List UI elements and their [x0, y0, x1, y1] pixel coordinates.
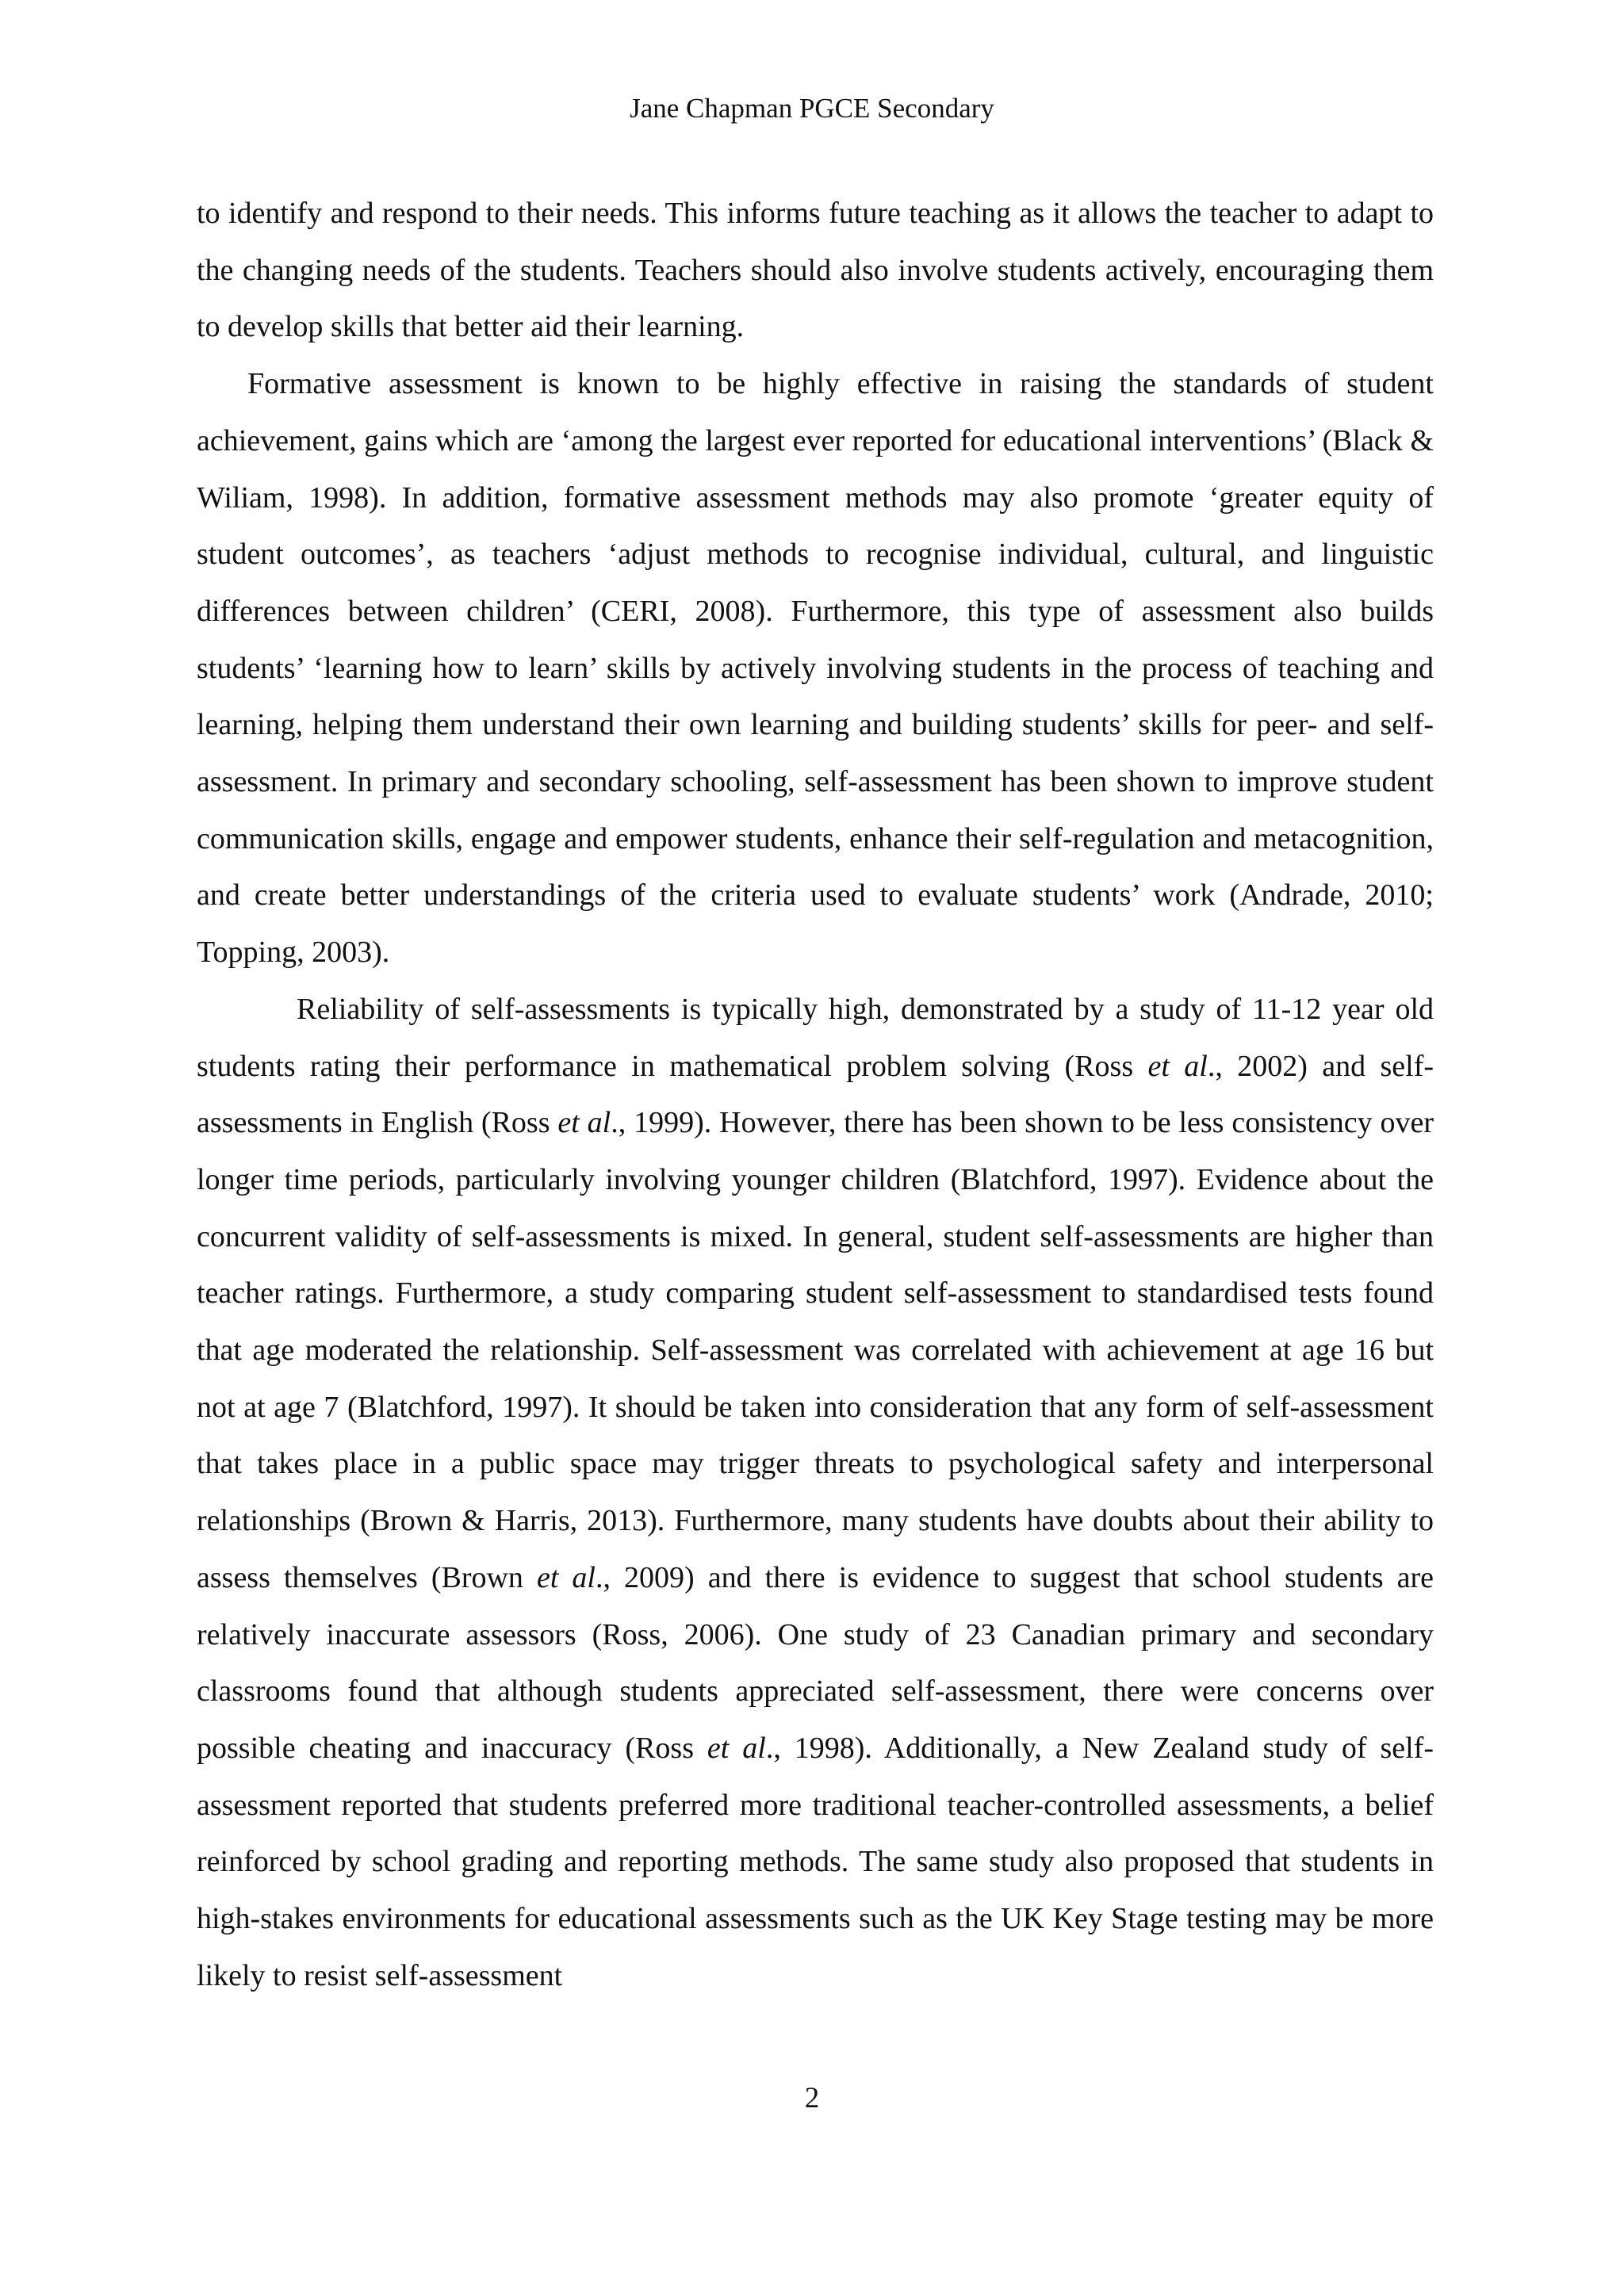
- page-header: Jane Chapman PGCE Secondary: [630, 93, 994, 124]
- paragraph-2: [197, 356, 1434, 982]
- paragraph-3-text: Reliability of self-assessments is typically high, demonstrated by a study of 11-12 year old students rating their performance in mathematical problem solving (Ross: [197, 992, 1434, 1083]
- paragraph-3: [197, 982, 1434, 2005]
- paragraph-3-text: ., 2009) and there is evidence to suggest that school students are relatively inaccurate assessors (Ross, 2006). One study of 23 Canadian primary and secondary classrooms found that although students appreciated self-assessment, there were concerns over possible cheating and inaccuracy (Ross: [197, 1560, 1434, 1765]
- citation-et-al: et al: [1147, 1049, 1208, 1083]
- document-body: [197, 186, 1434, 2005]
- citation-et-al: et al: [536, 1560, 596, 1594]
- paragraph-3-text: ., 1999). However, there has been shown to be less consistency over longer time periods, particularly involving younger children (Blatchford, 1997). Evidence about the concurrent validity of self-assessments is mixed. In general, student self-assessments are higher than teacher ratings. Furthermore, a study comparing student self-assessment to standardised tests found that age moderated the relationship. Self-assessment was correlated with achievement at age 16 but not at age 7 (Blatchford, 1997). It should be taken into consideration that any form of self-assessment that takes place in a public space may trigger threats to psychological safety and interpersonal relationships (Brown & Harris, 2013). Furthermore, many students have doubts about their ability to assess themselves (Brown: [197, 1106, 1434, 1594]
- citation-et-al: et al: [557, 1106, 611, 1140]
- paragraph-1-text: to identify and respond to their needs. This informs future teaching as it allows the teacher to adapt to the changing needs of the students. Teachers should also involve students actively, encouraging them to develop skills that better aid their learning.: [197, 197, 1434, 344]
- paragraph-1: [197, 186, 1434, 356]
- paragraph-3-text: ., 2002) and self-assessments in English (Ross: [197, 1049, 1434, 1140]
- paragraph-2-text: Formative assessment is known to be highly effective in raising the standards of student achievement, gains which are ‘among the largest ever reported for educational interventions’ (Black & Wiliam, 1998). In addition, formative assessment methods may also promote ‘greater equity of student outcomes’, as teachers ‘adjust methods to recognise individual, cultural, and linguistic differences between children’ (CERI, 2008). Furthermore, this type of assessment also builds students’ ‘learning how to learn’ skills by actively involving students in the process of teaching and learning, helping them understand their own learning and building students’ skills for peer- and self-assessment. In primary and secondary schooling, self-assessment has been shown to improve student communication skills, engage and empower students, enhance their self-regulation and metacognition, and create better understandings of the criteria used to evaluate students’ work (Andrade, 2010; Topping, 2003).: [197, 367, 1434, 970]
- citation-et-al: et al: [707, 1731, 766, 1765]
- paragraph-3-text: ., 1998). Additionally, a New Zealand study of self-assessment reported that students preferred more traditional teacher-controlled assessments, a belief reinforced by school grading and reporting methods. The same study also proposed that students in high-stakes environments for educational assessments such as the UK Key Stage testing may be more likely to resist self-assessment: [197, 1731, 1434, 1992]
- page-number: 2: [804, 2082, 820, 2114]
